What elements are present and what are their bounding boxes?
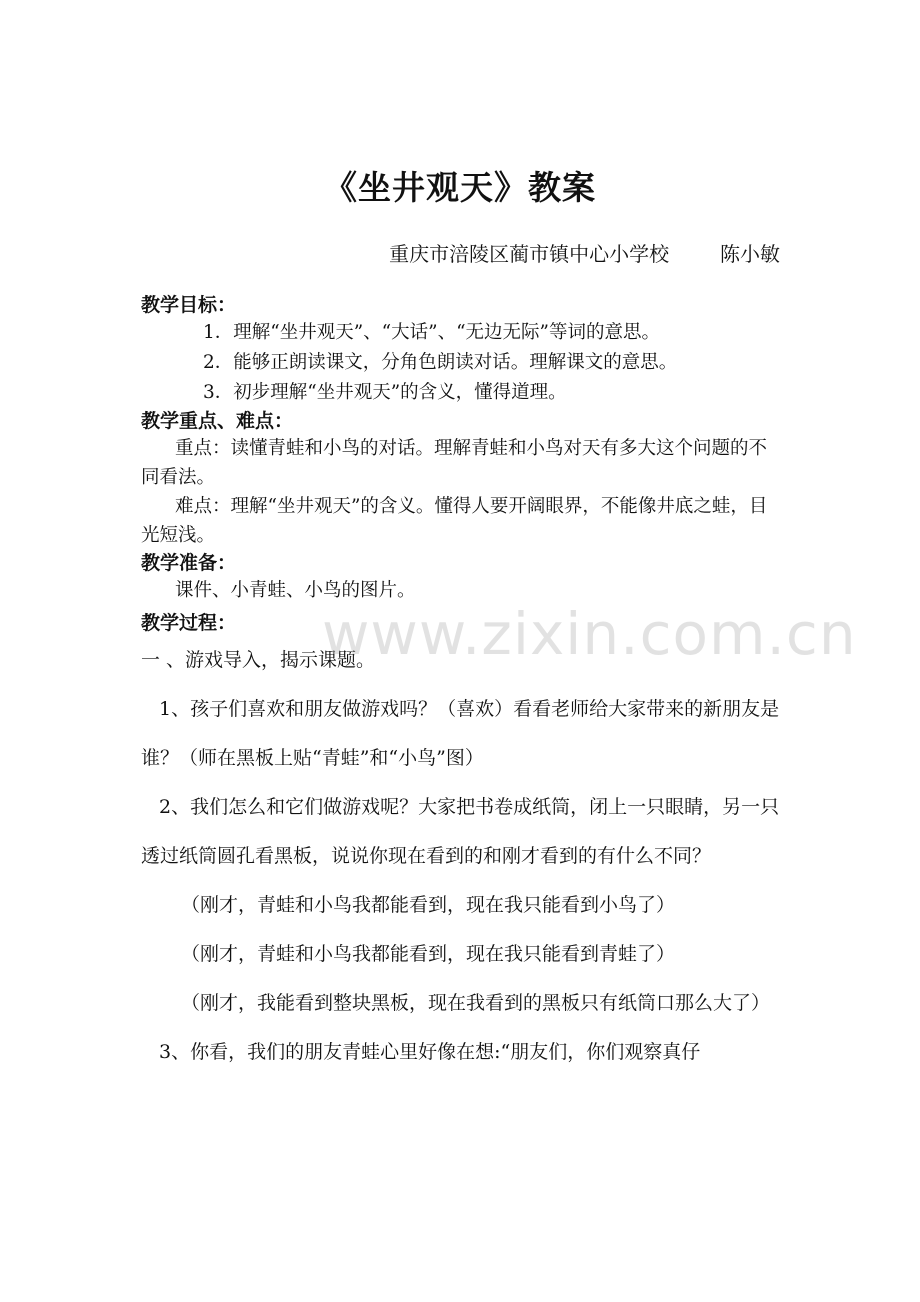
process-heading: 教学过程：: [141, 612, 237, 634]
document-title: 《坐井观天》教案: [324, 168, 596, 207]
process-paragraph: 3、你看，我们的朋友青蛙心里好像在想:“朋友们，你们观察真仔: [159, 1041, 701, 1063]
process-paragraph: 1、孩子们喜欢和朋友做游戏吗？（喜欢）看看老师给大家带来的新朋友是谁？（师在黑板上贴“青蛙”和“小鸟”图）: [141, 698, 780, 769]
objective-item: 2．能够正朗读课文，分角色朗读对话。理解课文的意思。: [203, 352, 678, 373]
objective-item: 1．理解“坐井观天”、“大话”、“无边无际”等词的意思。: [203, 322, 661, 343]
process-step-title: 一 、游戏导入，揭示课题。: [141, 649, 376, 671]
process-answer: （刚才，青蛙和小鸟我都能看到，现在我只能看到小鸟了）: [181, 894, 676, 916]
process-paragraph: 2、我们怎么和它们做游戏呢？大家把书卷成纸筒，闭上一只眼睛，另一只透过纸筒圆孔看黑板，说说你现在看到的和刚才看到的有什么不同？: [141, 796, 780, 867]
key-points-heading: 教学重点、难点：: [141, 410, 294, 432]
objective-item: 3．初步理解“坐井观天”的含义，懂得道理。: [203, 382, 567, 403]
process-answer: （刚才，我能看到整块黑板，现在我看到的黑板只有纸筒口那么大了）: [181, 992, 771, 1014]
key-point: 重点：读懂青蛙和小鸟的对话。理解青蛙和小鸟对天有多大这个问题的不同看法。: [141, 438, 768, 488]
process-answer: （刚才，青蛙和小鸟我都能看到，现在我只能看到青蛙了）: [181, 943, 676, 965]
watermark: www.zixin.com.cn: [322, 600, 857, 668]
document-body: [141, 292, 781, 1077]
difficult-point: 难点：理解“坐井观天”的含义。懂得人要开阔眼界，不能像井底之蛙，目光短浅。: [141, 496, 768, 546]
author-line: 重庆市涪陵区蔺市镇中心小学校 陈小敏: [389, 242, 780, 266]
objectives-heading: 教学目标：: [141, 294, 237, 316]
preparation-heading: 教学准备：: [141, 552, 237, 574]
preparation-text: 课件、小青蛙、小鸟的图片。: [175, 580, 416, 601]
